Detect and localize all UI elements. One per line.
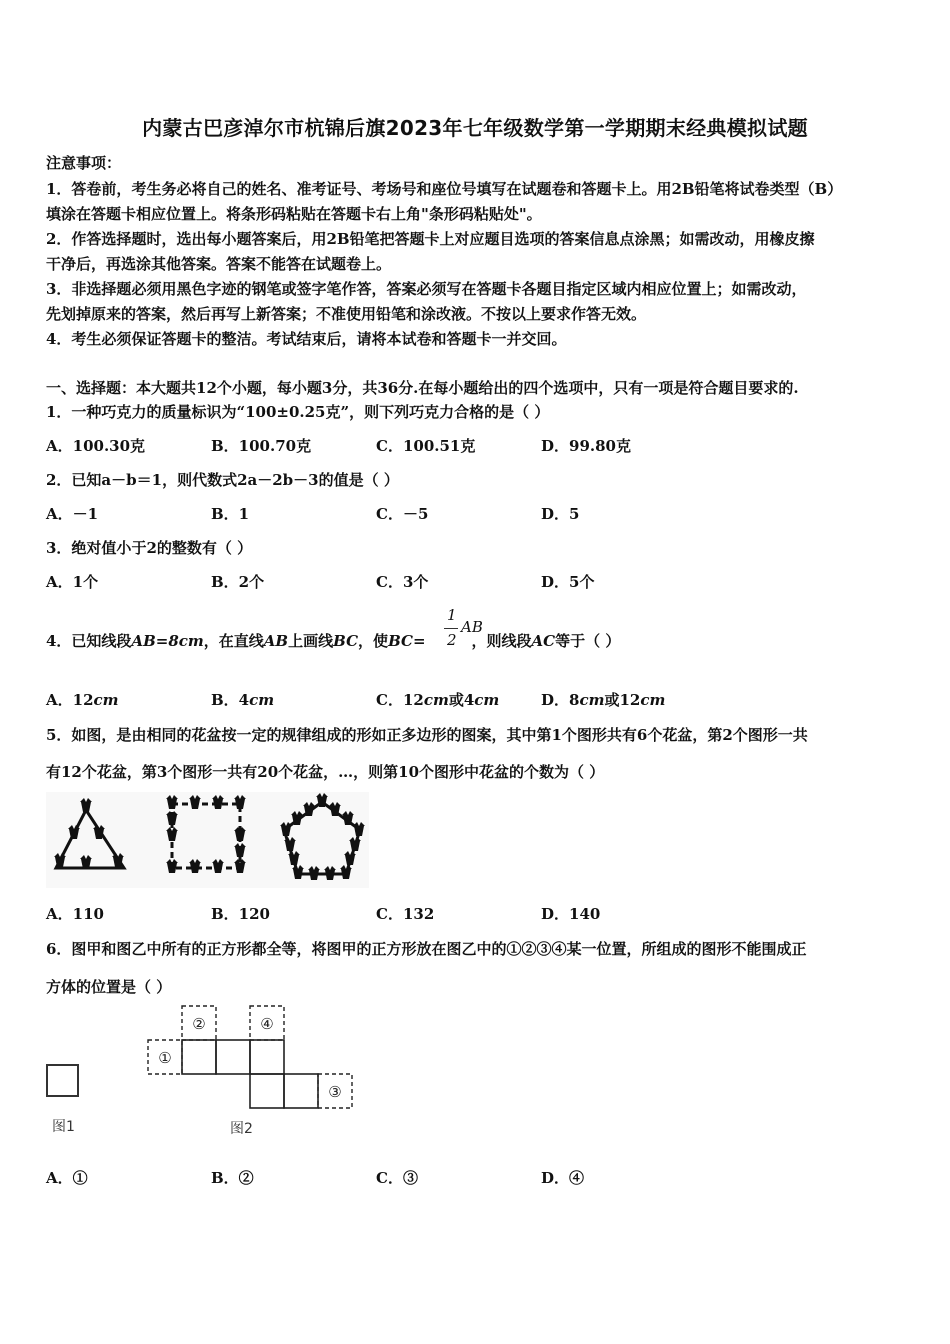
question-5-line1: 5．如图，是由相同的花盆按一定的规律组成的形如正多边形的图案，其中第1个图形共有6个花盆，第2个图形一共 bbox=[46, 726, 808, 744]
q2-option-a[interactable]: A．－1 bbox=[46, 505, 99, 523]
q6-option-c[interactable]: C．③ bbox=[376, 1169, 418, 1187]
q4-text: ，使 bbox=[358, 632, 389, 650]
mark-1: ① bbox=[158, 1049, 172, 1067]
q2-option-c[interactable]: C．－5 bbox=[376, 505, 429, 523]
notice-line: 2．作答选择题时，选出每小题答案后，用2B铅笔把答题卡上对应题目选项的答案信息点涂黑；如需改动，用橡皮擦 bbox=[46, 230, 815, 248]
q2-option-d[interactable]: D．5 bbox=[541, 505, 580, 523]
q4-option-a[interactable]: A．12cm bbox=[46, 691, 119, 709]
fraction-numerator: 1 bbox=[447, 606, 457, 624]
q1-option-c[interactable]: C．100.51克 bbox=[376, 437, 476, 455]
q6-option-b[interactable]: B．② bbox=[211, 1169, 254, 1187]
q4-option-c[interactable]: C．12cm或4cm bbox=[376, 691, 500, 709]
fraction-denominator: 2 bbox=[447, 631, 457, 649]
question-6-line2: 方体的位置是（ ） bbox=[46, 978, 172, 996]
q2-option-b[interactable]: B．1 bbox=[211, 505, 250, 523]
flowerpot-figure bbox=[46, 792, 369, 888]
page-title: 内蒙古巴彦淖尔市杭锦后旗2023年七年级数学第一学期期末经典模拟试题 bbox=[142, 116, 808, 140]
question-3-stem: 3．绝对值小于2的整数有（ ） bbox=[46, 539, 253, 557]
mark-2: ② bbox=[192, 1015, 206, 1033]
mark-4: ④ bbox=[260, 1015, 274, 1033]
q4-text: ，在直线 bbox=[203, 632, 264, 650]
question-4-stem bbox=[46, 630, 620, 651]
q5-option-c[interactable]: C．132 bbox=[376, 905, 435, 923]
q4-text: ，则线段 bbox=[471, 632, 532, 650]
notice-heading: 注意事项： bbox=[46, 154, 122, 172]
notice-line: 3．非选择题必须用黑色字迹的钢笔或签字笔作答，答案必须写在答题卡各题目指定区域内相应位置上；如需改动， bbox=[46, 280, 807, 298]
q4-ab: AB bbox=[263, 632, 289, 650]
q4-option-d[interactable]: D．8cm或12cm bbox=[541, 691, 666, 709]
question-6-line1: 6．图甲和图乙中所有的正方形都全等，将图甲的正方形放在图乙中的①②③④某一位置，所组成的图形不能围成正 bbox=[46, 940, 807, 958]
q6-option-a[interactable]: A．① bbox=[46, 1169, 88, 1187]
square-pattern bbox=[166, 795, 246, 873]
fraction-bar bbox=[444, 628, 458, 629]
cube-net-diagram bbox=[144, 1002, 360, 1114]
q4-text: 等于（ ） bbox=[555, 632, 621, 650]
q4-text: 4．已知线段 bbox=[46, 632, 132, 650]
q3-option-c[interactable]: C．3个 bbox=[376, 573, 429, 591]
q3-option-b[interactable]: B．2个 bbox=[211, 573, 265, 591]
q3-option-d[interactable]: D．5个 bbox=[541, 573, 595, 591]
q5-option-a[interactable]: A．110 bbox=[46, 905, 104, 923]
question-1-stem: 1．一种巧克力的质量标识为“100±0.25克”，则下列巧克力合格的是（ ） bbox=[46, 403, 550, 421]
mark-3: ③ bbox=[328, 1083, 342, 1101]
question-5-line2: 有12个花盆，第3个图形一共有20个花盆，…，则第10个图形中花盆的个数为（ ） bbox=[46, 763, 605, 781]
q4-ac: AC bbox=[531, 632, 556, 650]
figure2-caption: 图2 bbox=[230, 1121, 253, 1137]
pentagon-pattern bbox=[280, 793, 365, 880]
triangle-pattern bbox=[54, 798, 124, 869]
q4-bc-eq: BC= bbox=[388, 632, 426, 650]
q1-option-b[interactable]: B．100.70克 bbox=[211, 437, 312, 455]
q6-option-d[interactable]: D．④ bbox=[541, 1169, 585, 1187]
notice-line: 1．答卷前，考生务必将自己的姓名、准考证号、考场号和座位号填写在试题卷和答题卡上。用2B铅笔将试卷类型（B） bbox=[46, 180, 843, 198]
q4-ab-eq: AB=8cm bbox=[131, 632, 204, 650]
notice-line: 先划掉原来的答案，然后再写上新答案；不准使用铅笔和涂改液。不按以上要求作答无效。 bbox=[46, 305, 647, 323]
figure1-square bbox=[46, 1064, 79, 1097]
q3-option-a[interactable]: A．1个 bbox=[46, 573, 99, 591]
q1-option-d[interactable]: D．99.80克 bbox=[541, 437, 631, 455]
q5-option-d[interactable]: D．140 bbox=[541, 905, 601, 923]
fraction-variable: AB bbox=[461, 618, 483, 636]
figure2-net bbox=[144, 1002, 360, 1114]
flowerpot-patterns-illustration bbox=[46, 792, 369, 888]
q1-option-a[interactable]: A．100.30克 bbox=[46, 437, 146, 455]
notice-line: 4．考生必须保证答题卡的整洁。考试结束后，请将本试卷和答题卡一并交回。 bbox=[46, 330, 567, 348]
figure1-caption: 图1 bbox=[52, 1119, 75, 1135]
q4-option-b[interactable]: B．4cm bbox=[211, 691, 275, 709]
q4-bc: BC bbox=[333, 632, 359, 650]
notice-line: 填涂在答题卡相应位置上。将条形码粘贴在答题卡右上角"条形码粘贴处"。 bbox=[46, 205, 542, 223]
q4-text: 上画线 bbox=[288, 632, 334, 650]
q5-option-b[interactable]: B．120 bbox=[211, 905, 270, 923]
notice-line: 干净后，再选涂其他答案。答案不能答在试题卷上。 bbox=[46, 255, 392, 273]
section-heading: 一、选择题：本大题共12个小题，每小题3分，共36分.在每小题给出的四个选项中，只有一项是符合题目要求的. bbox=[46, 379, 799, 397]
question-2-stem: 2．已知a－b＝1，则代数式2a－2b－3的值是（ ） bbox=[46, 471, 399, 489]
